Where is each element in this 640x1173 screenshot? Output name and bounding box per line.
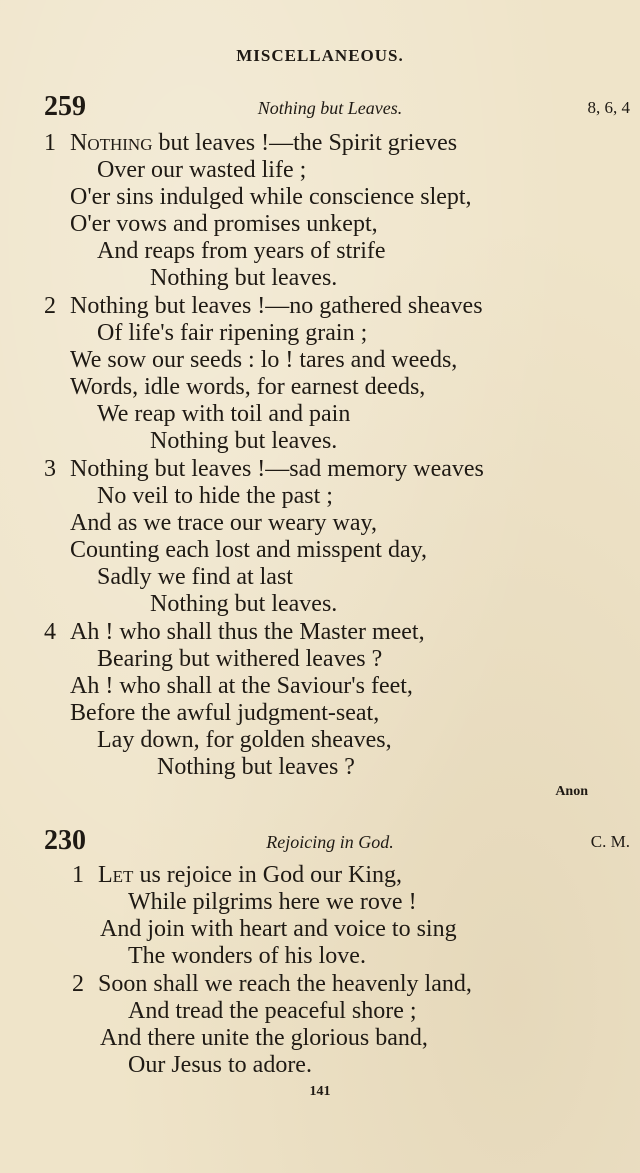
hymn-line: And tread the peaceful shore ; [128, 998, 417, 1024]
running-head: MISCELLANEOUS. [236, 46, 404, 65]
hymn-line: Our Jesus to adore. [128, 1052, 312, 1078]
stanza-first-line [44, 293, 483, 320]
hymn-line: Counting each lost and misspent day, [70, 537, 428, 563]
hymn-line: And there unite the glorious band, [100, 1025, 428, 1051]
hymn-line: Sadly we find at last [97, 564, 293, 590]
hymn-line: No veil to hide the past ; [97, 483, 333, 509]
hymn-line: Nothing but leaves. [150, 428, 338, 454]
hymn-line: And join with heart and voice to sing [100, 916, 457, 942]
stanza-first-line [72, 862, 402, 889]
line-text: Nothing but leaves !—no gathered sheaves [70, 293, 483, 319]
verse-number: 2 [72, 971, 84, 997]
hymn-line: Of life's fair ripening grain ; [97, 320, 368, 346]
hymn-line: O'er vows and promises unkept, [70, 211, 378, 237]
line-text: Soon shall we reach the heavenly land, [98, 971, 472, 997]
line-text: us rejoice in God our King, [133, 862, 403, 888]
hymn-number: 259 [44, 91, 86, 122]
hymn-line: Nothing but leaves. [150, 591, 338, 617]
hymn-line: Words, idle words, for earnest deeds, [70, 374, 426, 400]
page-number: 141 [309, 1084, 331, 1099]
hymn-header [0, 92, 640, 122]
hymn-line: And reaps from years of strife [97, 238, 386, 264]
stanza-first-line [44, 456, 484, 483]
hymn-line: Nothing but leaves ? [157, 754, 355, 780]
hymn-title: Rejoicing in God. [266, 832, 394, 852]
hymn-line: O'er sins indulged while conscience slept, [70, 184, 472, 210]
line-text: Nothing but leaves !—sad memory weaves [70, 456, 484, 482]
hymn-line: We sow our seeds : lo ! tares and weeds, [70, 347, 458, 373]
verse-number: 2 [44, 293, 56, 319]
verse-number: 1 [72, 862, 84, 888]
hymn-line: Nothing but leaves. [150, 265, 338, 291]
hymn-line: Lay down, for golden sheaves, [97, 727, 392, 753]
hymn-line: The wonders of his love. [128, 943, 366, 969]
hymn-line: Over our wasted life ; [97, 157, 307, 183]
hymn-line: While pilgrims here we rove ! [128, 889, 417, 915]
hymn-number: 230 [44, 825, 86, 856]
verse-number: 1 [44, 130, 56, 156]
hymn-line: We reap with toil and pain [97, 401, 351, 427]
stanza-first-line [44, 619, 425, 646]
hymn-line: And as we trace our weary way, [70, 510, 377, 536]
drop-word: Nothing [70, 130, 153, 156]
attribution: Anon [555, 784, 588, 799]
verse-number: 4 [44, 619, 56, 645]
hymn-line: Bearing but withered leaves ? [97, 646, 383, 672]
hymn-title: Nothing but Leaves. [257, 98, 403, 118]
hymn-meter: 8, 6, 4 [587, 98, 630, 117]
hymn-line: Before the awful judgment-seat, [70, 700, 380, 726]
drop-word: Let [98, 862, 134, 888]
hymn-meter: C. M. [590, 832, 630, 851]
hymn-line: Ah ! who shall at the Saviour's feet, [70, 673, 413, 699]
line-text: Ah ! who shall thus the Master meet, [70, 619, 425, 645]
verse-number: 3 [44, 456, 56, 482]
stanza-first-line [44, 130, 457, 157]
hymn-header [0, 826, 640, 856]
stanza-first-line [72, 971, 472, 998]
line-text: but leaves !—the Spirit grieves [152, 130, 458, 156]
